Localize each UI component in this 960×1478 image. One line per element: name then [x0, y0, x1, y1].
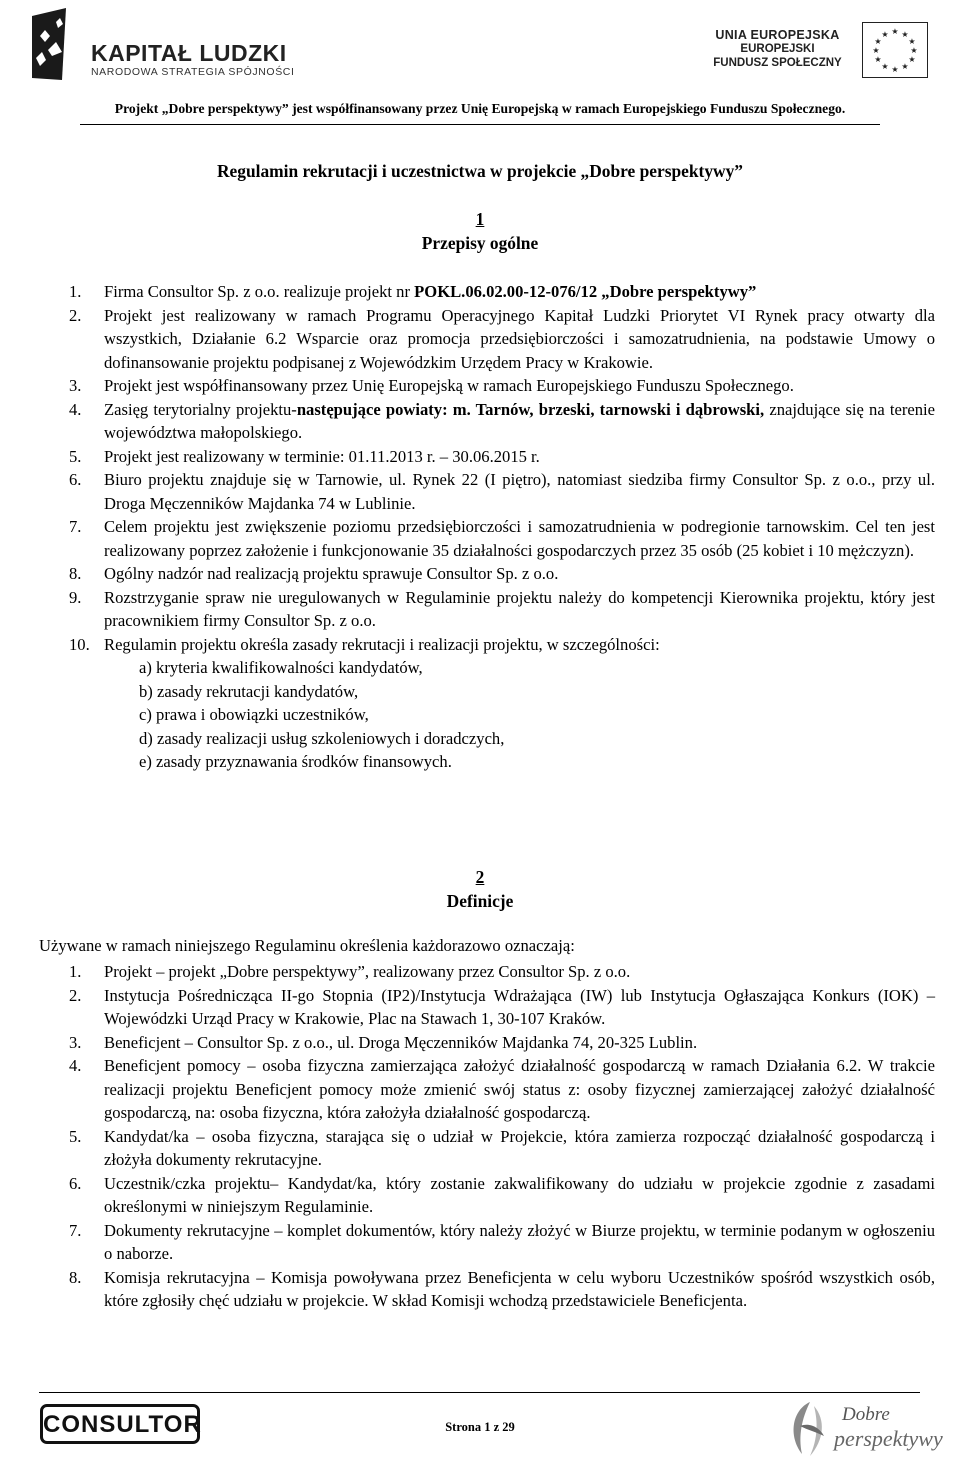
kapital-ludzki-subtitle: NARODOWA STRATEGIA SPÓJNOŚCI — [91, 66, 295, 78]
item-number: 1. — [69, 962, 82, 981]
section1-list — [69, 280, 935, 774]
item-text: Komisja rekrutacyjna – Komisja powoływana przez Beneficjenta w celu wyboru Uczestników spośród wszystkich osób, które zgłosiły chęć udziału w projekcie. W skład Komisji wchodzą przedstawiciele Beneficjenta. — [104, 1267, 935, 1310]
kapital-ludzki-title: KAPITAŁ LUDZKI — [91, 40, 287, 66]
item-text: Celem projektu jest zwiększenie poziomu przedsiębiorczości i samozatrudnienia w podregionie tarnowskim. Cel ten jest realizowany poprzez założenie i funkcjonowanie 35 działalności gospodarczych przez 35 osób (25 kobiet i 10 mężczyzn). — [104, 517, 935, 560]
item-text: Uczestnik/czka projektu– Kandydat/ka, który zostanie zakwalifikowany do udziału w projekcie zgodnie z zasadami określonymi w niniejszym Regulaminie. — [104, 1173, 935, 1216]
item-text: Biuro projektu znajduje się w Tarnowie, ul. Rynek 22 (I piętro), natomiast siedziba firmy Consultor Sp. z o.o., przy ul. Droga Męczenników Majdanka 74 w Lublinie. — [104, 470, 935, 513]
section2-intro: Używane w ramach niniejszego Regulaminu określenia każdorazowo oznaczają: — [39, 936, 575, 955]
list-item — [69, 280, 935, 304]
sub-list-item: e) zasady przyznawania środków finansowych. — [139, 752, 452, 771]
svg-text:★: ★ — [891, 27, 899, 36]
item-number: 10. — [69, 634, 90, 654]
item-number: 2. — [69, 305, 82, 325]
page-number: Strona 1 z 29 — [445, 1420, 515, 1434]
item-number: 6. — [69, 1173, 82, 1193]
item-number: 7. — [69, 517, 82, 536]
list-item — [69, 374, 935, 398]
eu-logo-text — [705, 28, 850, 70]
list-item — [69, 1266, 935, 1313]
list-item — [69, 633, 935, 774]
sub-list-item: c) prawa i obowiązki uczestników, — [139, 705, 369, 724]
item-text: Projekt jest realizowany w ramach Programu Operacyjnego Kapitał Ludzki Priorytet VI Rynek pracy otwarty dla wszystkich, Działanie 6.2 Wsparcie oraz promocja przedsiębiorczości i samozatrudnienia, na podstawie Umowy o dofinansowanie projektu podpisanej z Wojewódzkim Urzędem Pracy w Krakowie. — [104, 305, 935, 372]
dobre-perspektywy-swirl-icon — [780, 1396, 840, 1466]
kapital-ludzki-emblem-icon — [28, 6, 88, 82]
svg-text:★: ★ — [908, 55, 916, 64]
section2-number: 2 — [475, 867, 485, 887]
list-item — [69, 1054, 935, 1125]
svg-text:★: ★ — [901, 30, 909, 39]
list-item — [69, 304, 935, 375]
item-number: 3. — [69, 376, 82, 395]
document-title: Regulamin rekrutacji i uczestnictwa w projekcie „Dobre perspektywy” — [217, 161, 743, 181]
list-item — [69, 1172, 935, 1219]
svg-text:★: ★ — [872, 46, 880, 55]
item-text: Beneficjent – Consultor Sp. z o.o., ul. Droga Męczenników Majdanka 74, 20-325 Lublin. — [104, 1032, 698, 1052]
eu-logo-line3: FUNDUSZ SPOŁECZNY — [713, 57, 842, 69]
list-item — [69, 1219, 935, 1266]
item-text: Firma Consultor Sp. z o.o. realizuje projekt nr — [104, 282, 415, 301]
svg-text:★: ★ — [881, 30, 889, 39]
item-number: 6. — [69, 470, 82, 489]
svg-text:★: ★ — [901, 62, 909, 71]
list-item — [69, 1125, 935, 1172]
item-number: 1. — [69, 282, 82, 301]
sub-list-item: a) kryteria kwalifikowalności kandydatów, — [139, 658, 423, 677]
item-bold-text: następujące powiaty: m. Tarnów, brzeski, tarnowski i dąbrowski, — [296, 399, 765, 419]
svg-text:★: ★ — [908, 37, 916, 46]
sub-list-item: b) zasady rekrutacji kandydatów, — [139, 681, 359, 701]
item-number: 2. — [69, 985, 82, 1005]
item-number: 5. — [69, 1126, 82, 1146]
item-text: Projekt – projekt „Dobre perspektywy”, realizowany przez Consultor Sp. z o.o. — [104, 962, 631, 981]
section2-heading: Definicje — [446, 891, 514, 911]
item-text: Dokumenty rekrutacyjne – komplet dokumentów, który należy złożyć w Biurze projektu, w terminie podanym w ogłoszeniu o naborze. — [104, 1220, 935, 1263]
item-text: Projekt jest współfinansowany przez Unię Europejską w ramach Europejskiego Funduszu Społecznego. — [104, 376, 794, 395]
eu-logo-line1: UNIA EUROPEJSKA — [715, 28, 840, 42]
section1-heading: Przepisy ogólne — [421, 233, 539, 253]
item-number: 5. — [69, 446, 82, 466]
item-bold-text: POKL.06.02.00-12-076/12 „Dobre perspektywy” — [414, 282, 757, 301]
list-item — [69, 562, 935, 586]
item-text: Beneficjent pomocy – osoba fizyczna zamierzająca założyć działalność gospodarczą w ramach Działania 6.2. W trakcie realizacji projektu Beneficjent pomocy może zmienić swój status z: osoby fizycznej zamierzającej założyć działalność gospodarczą, na: osoba fizyczna, która założyła działalność gospodarczą. — [104, 1056, 935, 1122]
item-number: 7. — [69, 1220, 82, 1240]
section2-list — [69, 960, 935, 1313]
item-text: Zasięg terytorialny projektu- — [104, 399, 297, 419]
sub-list — [104, 656, 935, 774]
item-number: 8. — [69, 564, 82, 583]
svg-text:★: ★ — [881, 62, 889, 71]
list-item — [69, 586, 935, 633]
consultor-logo-text: CONSULTOR — [43, 1411, 202, 1438]
header-caption: Projekt „Dobre perspektywy” jest współfinansowany przez Unię Europejską w ramach Europejskiego Funduszu Społecznego. — [114, 101, 846, 116]
svg-text:★: ★ — [910, 46, 918, 55]
item-text: Rozstrzyganie spraw nie uregulowanych w Regulaminie projektu należy do kompetencji Kierownika projektu, który jest pracownikiem firmy Consultor Sp. z o.o. — [104, 587, 935, 630]
item-text: Ogólny nadzór nad realizacją projektu sprawuje Consultor Sp. z o.o. — [104, 564, 559, 583]
item-number: 3. — [69, 1032, 82, 1052]
section1-number: 1 — [475, 209, 485, 229]
list-item — [69, 984, 935, 1031]
svg-text:★: ★ — [874, 37, 882, 46]
dobre-perspektywy-logo — [780, 1392, 960, 1472]
svg-text:★: ★ — [874, 55, 882, 64]
item-number: 4. — [69, 1056, 82, 1075]
item-number: 8. — [69, 1267, 82, 1287]
list-item — [69, 468, 935, 515]
item-text: Instytucja Pośrednicząca II-go Stopnia (IP2)/Instytucja Wdrażająca (IW) lub Instytucja Ogłaszająca Konkurs (IOK) – Wojewódzki Urząd Pracy w Krakowie, Plac na Stawach 1, 30-107 Kraków. — [104, 985, 935, 1028]
eu-logo — [705, 22, 935, 82]
item-number: 9. — [69, 587, 82, 607]
dobre-perspektywy-line2: perspektywy — [834, 1426, 943, 1451]
kapital-ludzki-logo — [28, 6, 308, 82]
list-item — [69, 398, 935, 445]
list-item — [69, 1031, 935, 1055]
item-number: 4. — [69, 399, 82, 419]
item-text: Projekt jest realizowany w terminie: 01.11.2013 r. – 30.06.2015 r. — [104, 446, 540, 466]
item-text: Kandydat/ka – osoba fizyczna, starająca się o udział w Projekcie, która zamierza rozpocząć działalność gospodarczą i złożyła dokumenty rekrutacyjne. — [104, 1126, 935, 1169]
item-text-after: znajdujące się na terenie województwa małopolskiego. — [104, 399, 936, 442]
sub-list-item: d) zasady realizacji usług szkoleniowych i doradczych, — [139, 728, 505, 748]
list-item — [69, 445, 935, 469]
list-item — [69, 515, 935, 562]
dobre-perspektywy-line1: Dobre — [842, 1404, 890, 1425]
list-item — [69, 960, 935, 984]
header-divider — [80, 124, 880, 125]
item-text: Regulamin projektu określa zasady rekrutacji i realizacji projektu, w szczególności: — [104, 634, 660, 654]
eu-logo-line2: EUROPEJSKI — [740, 43, 815, 55]
eu-flag-icon — [862, 22, 928, 78]
svg-text:★: ★ — [891, 65, 899, 74]
